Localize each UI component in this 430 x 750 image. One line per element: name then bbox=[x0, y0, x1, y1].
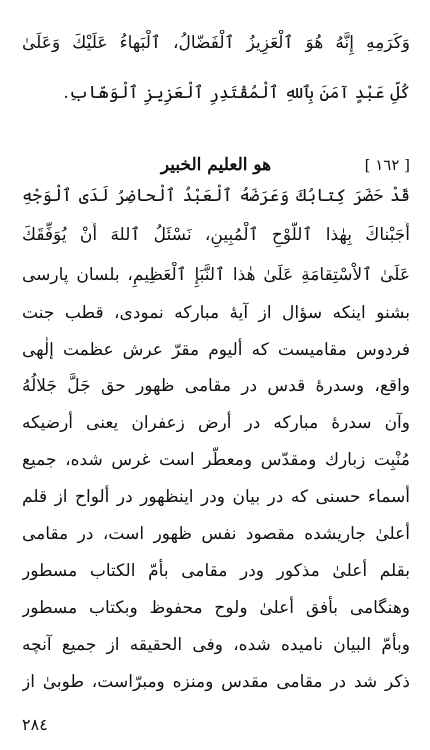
body-line-8: مُنْبِت زبارك ومقدّس ومعطّر است غرس شده، جميع bbox=[22, 450, 410, 470]
body-line-3: عَلَىٰ ٱلاْسْتِقامَةِ عَلَىٰ هٰذا ٱلنَّبَإِ ٱلْعَظِيمِ، بلسان پارسی bbox=[22, 265, 410, 285]
body-line-7: وآن سدرهٔ مباركه در أرض زعفران يعنى أرضيكه bbox=[22, 413, 410, 433]
page-number: ٢٨٤ bbox=[22, 715, 48, 734]
body-line-11: بقلم أعلىٰ مذكور ودر مقامى بأمّ الكتاب مسطور bbox=[22, 561, 410, 581]
intro-line-1: وَكَرَمِهِ إِنَّهُ هُوَ ٱلْعَزِيزُ ٱلْفَضّالُ، ٱلْبَهاءُ عَلَيْكَ وَعَلَىٰ bbox=[22, 33, 410, 53]
body-line-5: فردوس مقاميست كه أليوم مقرّ عرش عظمت إلٰهى bbox=[22, 340, 410, 360]
tablet-title: هو العليم الخبير bbox=[160, 155, 272, 175]
body-line-14: ذكر شد در مقامى مقدس ومنزه ومبرّاست، طوبىٰ از bbox=[22, 672, 410, 692]
tablet-heading bbox=[22, 152, 410, 178]
body-line-1: قَدْ حَضَرَ كِتابُكَ وَعَرَضَهُ ٱلْعَبْدُ ٱلْحاضِرُ لَدَى ٱلْوَجْهِ bbox=[22, 186, 410, 206]
body-line-9: أسماء حسنى كه در بيان ودر اينظهور در ألواح از قلم bbox=[22, 487, 410, 507]
body-line-2: أَجَبْناكَ بِهٰذا ٱللَّوْحِ ٱلْمُبِينِ، نَسْئَلُ ٱللهَ أَنْ يُوَفِّقَكَ bbox=[22, 225, 410, 245]
body-line-4: بشنو اینکه سؤال از آيهٔ مباركه نمودی، قطب جنت bbox=[22, 303, 410, 323]
body-line-13: وبأمّ البيان ناميده شده، وفى الحقيقه از جميع آنچه bbox=[22, 635, 410, 655]
tablet-number: [ ١٦٢ ] bbox=[364, 156, 410, 174]
intro-line-2: كُلِّ عَبْدٍ آمَنَ بِٱللهِ ٱلْمُقْتَدِرِ ٱلْعَزِيزِ ٱلْوَهّابِ. bbox=[63, 83, 410, 103]
body-line-12: وهنگامى بأفق أعلىٰ ولوح محفوظ وبكتاب مسطور bbox=[22, 598, 410, 618]
body-line-6: واقع، وسدرهٔ قدس در مقامى ظهور حق جَلَّ جَلالُهُ bbox=[22, 376, 410, 396]
body-line-10: أعلىٰ جاريشده مقصود نفس ظهور است، در مقامى bbox=[22, 524, 410, 544]
